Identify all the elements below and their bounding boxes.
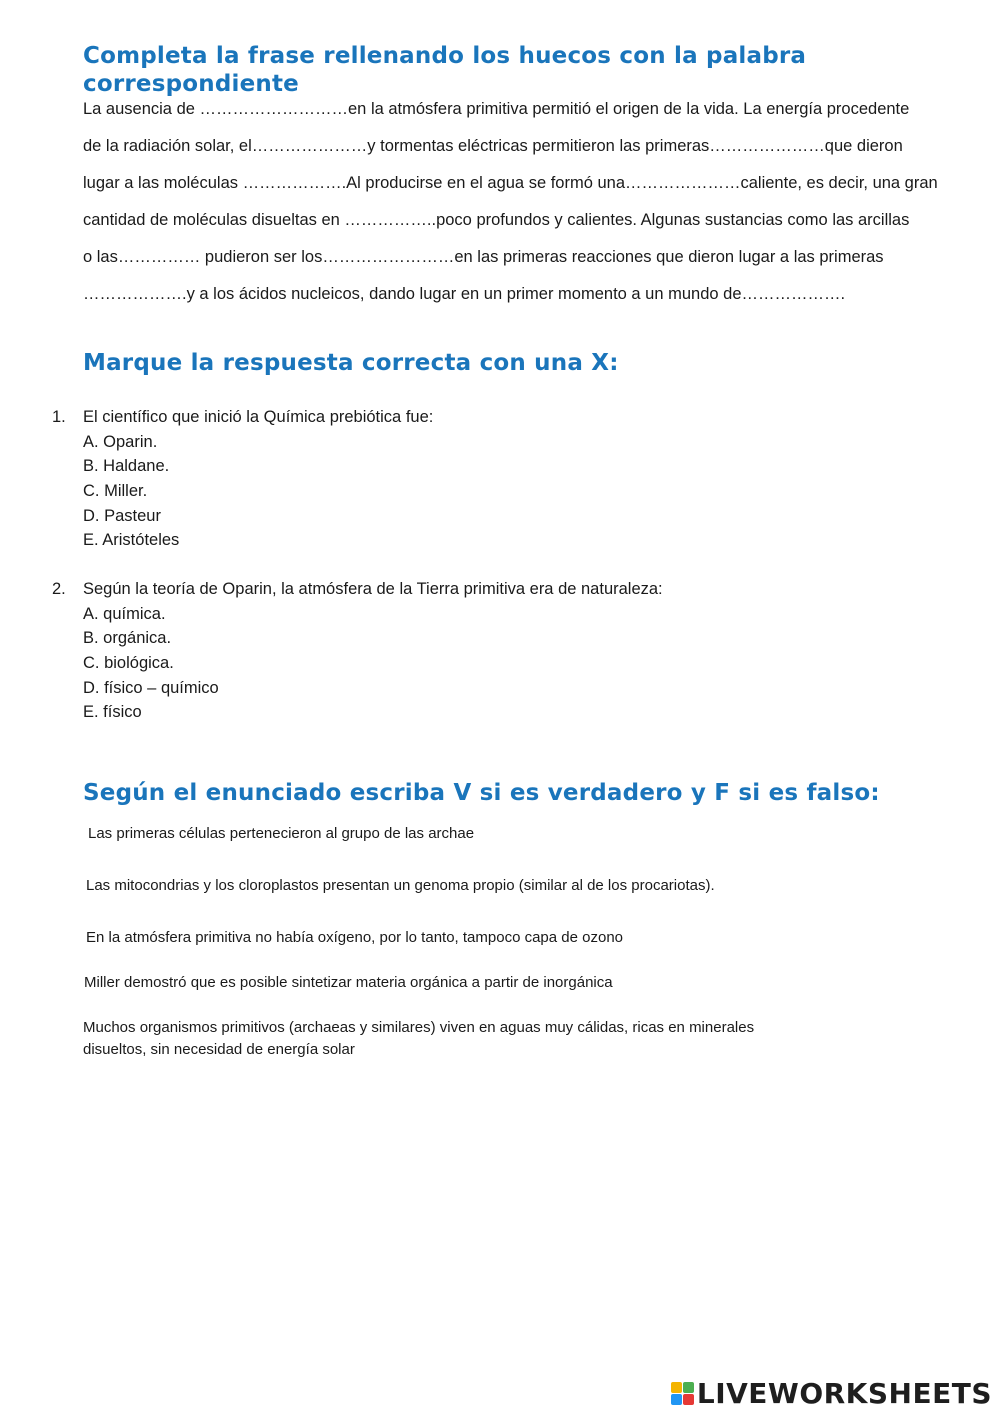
- paragraph-line: ……………….y a los ácidos nucleicos, dando lugar en un primer momento a un mundo de……………….: [83, 285, 846, 303]
- question-2: [52, 577, 663, 725]
- answer-option[interactable]: E. Aristóteles: [83, 531, 180, 550]
- answer-option[interactable]: B. orgánica.: [83, 629, 172, 648]
- answer-option[interactable]: D. Pasteur: [83, 506, 161, 525]
- logo-square-icon: [671, 1394, 682, 1405]
- statement-2: Las mitocondrias y los cloroplastos presentan un genoma propio (similar al de los procariotas).: [86, 877, 715, 894]
- paragraph-line: La ausencia de ………………………en la atmósfera primitiva permitió el origen de la vida. La energía procedente: [83, 100, 910, 118]
- answer-option[interactable]: E. físico: [83, 703, 142, 722]
- logo-square-icon: [671, 1382, 682, 1393]
- answer-option[interactable]: B. Haldane.: [83, 457, 170, 476]
- statement-1: Las primeras células pertenecieron al grupo de las archae: [88, 825, 475, 842]
- statement-3: En la atmósfera primitiva no había oxígeno, por lo tanto, tampoco capa de ozono: [86, 929, 623, 946]
- statement-5: Muchos organismos primitivos (archaeas y similares) viven en aguas muy cálidas, ricas en minerales disueltos, sin necesidad de energía solar: [83, 1019, 755, 1058]
- paragraph-line: o las…………… pudieron ser los……………………en las primeras reacciones que dieron lugar a las primeras: [83, 248, 884, 266]
- multiple-choice-heading: Marque la respuesta correcta con una X:: [83, 350, 619, 376]
- question-text: [52, 405, 433, 430]
- logo-square-icon: [683, 1394, 694, 1405]
- answer-option[interactable]: A. Oparin.: [83, 432, 158, 451]
- question-number: 1.: [52, 408, 66, 426]
- fill-blanks-heading: Completa la frase rellenando los huecos con la palabra correspondiente: [83, 43, 807, 97]
- question-prompt: El científico que inició la Química prebiótica fue:: [83, 408, 434, 426]
- answer-option[interactable]: C. biológica.: [83, 654, 174, 673]
- liveworksheets-logo: [671, 1375, 992, 1411]
- answer-option[interactable]: D. físico – químico: [83, 678, 219, 697]
- true-false-heading: Según el enunciado escriba V si es verdadero y F si es falso:: [83, 780, 880, 806]
- statement-4: Miller demostró que es posible sintetizar materia orgánica a partir de inorgánica: [84, 974, 613, 991]
- logo-icon: [671, 1382, 694, 1405]
- logo-text: LIVEWORKSHEETS: [696, 1376, 992, 1410]
- fill-blanks-paragraph: [83, 96, 983, 318]
- answer-option[interactable]: C. Miller.: [83, 482, 148, 501]
- question-number: 2.: [52, 580, 66, 598]
- answer-option[interactable]: A. química.: [83, 604, 166, 623]
- logo-square-icon: [683, 1382, 694, 1393]
- question-prompt: Según la teoría de Oparin, la atmósfera de la Tierra primitiva era de naturaleza:: [83, 580, 663, 598]
- paragraph-line: lugar a las moléculas ……………….Al producirse en el agua se formó una…………………caliente, es decir, una gran: [83, 174, 938, 192]
- question-1: [52, 405, 433, 553]
- question-text: [52, 577, 663, 602]
- paragraph-line: cantidad de moléculas disueltas en ……………..poco profundos y calientes. Algunas sustancias como las arcillas: [83, 211, 910, 229]
- paragraph-line: de la radiación solar, el…………………y tormentas eléctricas permitieron las primeras…………………que dieron: [83, 137, 903, 155]
